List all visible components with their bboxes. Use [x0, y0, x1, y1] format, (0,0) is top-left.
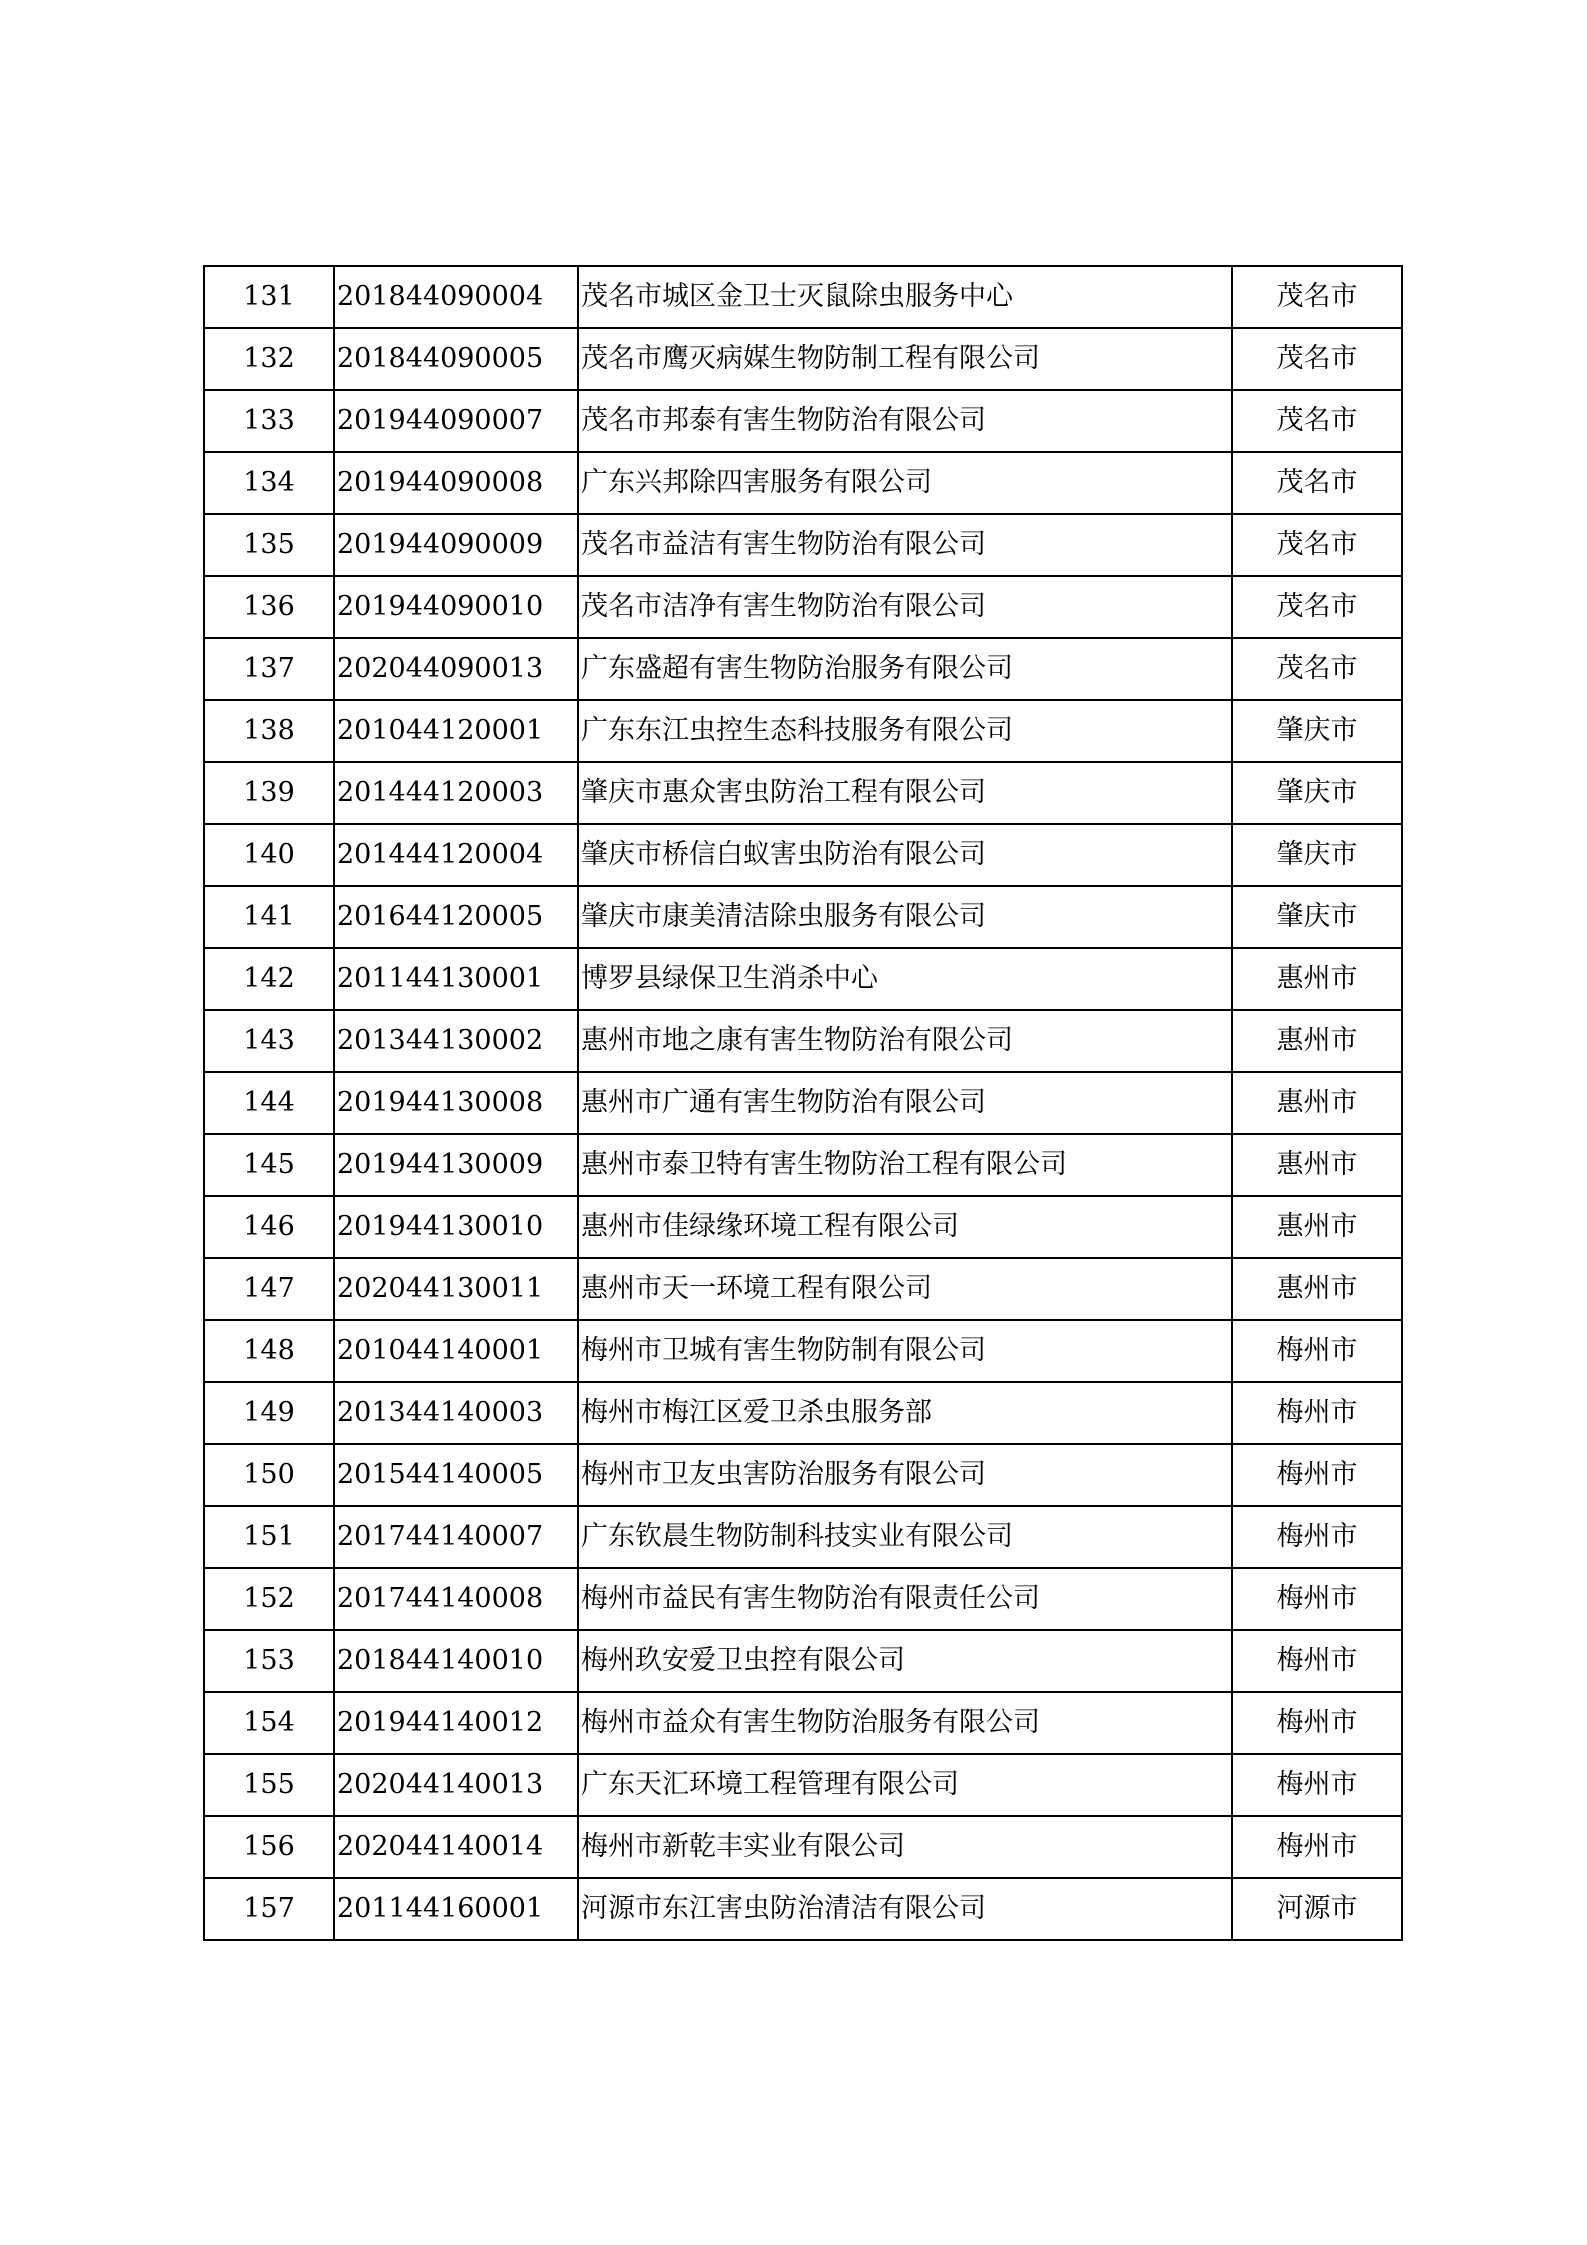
company-name-cell: 梅州市卫友虫害防治服务有限公司 — [578, 1444, 1232, 1506]
company-name-cell: 肇庆市康美清洁除虫服务有限公司 — [578, 886, 1232, 948]
row-number-cell: 134 — [204, 452, 334, 514]
table-row — [204, 1320, 1402, 1382]
registration-code-cell: 201044140001 — [334, 1320, 578, 1382]
company-name-cell: 梅州玖安爱卫虫控有限公司 — [578, 1630, 1232, 1692]
company-name-cell: 惠州市泰卫特有害生物防治工程有限公司 — [578, 1134, 1232, 1196]
city-cell: 惠州市 — [1232, 1258, 1402, 1320]
table-row — [204, 1878, 1402, 1940]
row-number-cell: 133 — [204, 390, 334, 452]
row-number-cell: 141 — [204, 886, 334, 948]
city-cell: 肇庆市 — [1232, 762, 1402, 824]
row-number-cell: 142 — [204, 948, 334, 1010]
city-cell: 惠州市 — [1232, 1072, 1402, 1134]
registration-code-cell: 201944090009 — [334, 514, 578, 576]
city-cell: 惠州市 — [1232, 1196, 1402, 1258]
table-row — [204, 948, 1402, 1010]
registration-code-cell: 201844140010 — [334, 1630, 578, 1692]
city-cell: 茂名市 — [1232, 576, 1402, 638]
company-name-cell: 肇庆市桥信白蚁害虫防治有限公司 — [578, 824, 1232, 886]
table-row — [204, 452, 1402, 514]
registration-code-cell: 202044140013 — [334, 1754, 578, 1816]
table-row — [204, 700, 1402, 762]
city-cell: 梅州市 — [1232, 1382, 1402, 1444]
table-body — [204, 266, 1402, 1940]
city-cell: 梅州市 — [1232, 1506, 1402, 1568]
registration-code-cell: 201744140007 — [334, 1506, 578, 1568]
city-cell: 肇庆市 — [1232, 824, 1402, 886]
registration-code-cell: 201944130008 — [334, 1072, 578, 1134]
table-row — [204, 266, 1402, 328]
company-name-cell: 惠州市天一环境工程有限公司 — [578, 1258, 1232, 1320]
registration-code-cell: 201344140003 — [334, 1382, 578, 1444]
city-cell: 梅州市 — [1232, 1816, 1402, 1878]
table-row — [204, 1506, 1402, 1568]
registration-code-cell: 201944140012 — [334, 1692, 578, 1754]
row-number-cell: 143 — [204, 1010, 334, 1072]
company-name-cell: 河源市东江害虫防治清洁有限公司 — [578, 1878, 1232, 1940]
company-name-cell: 茂名市鹰灭病媒生物防制工程有限公司 — [578, 328, 1232, 390]
company-name-cell: 肇庆市惠众害虫防治工程有限公司 — [578, 762, 1232, 824]
city-cell: 茂名市 — [1232, 266, 1402, 328]
city-cell: 梅州市 — [1232, 1692, 1402, 1754]
company-name-cell: 广东东江虫控生态科技服务有限公司 — [578, 700, 1232, 762]
company-name-cell: 梅州市梅江区爱卫杀虫服务部 — [578, 1382, 1232, 1444]
registration-code-cell: 201944130009 — [334, 1134, 578, 1196]
registration-code-cell: 201444120003 — [334, 762, 578, 824]
city-cell: 梅州市 — [1232, 1444, 1402, 1506]
city-cell: 惠州市 — [1232, 1134, 1402, 1196]
company-name-cell: 广东钦晨生物防制科技实业有限公司 — [578, 1506, 1232, 1568]
city-cell: 茂名市 — [1232, 638, 1402, 700]
city-cell: 梅州市 — [1232, 1320, 1402, 1382]
company-name-cell: 梅州市新乾丰实业有限公司 — [578, 1816, 1232, 1878]
registration-code-cell: 201944090010 — [334, 576, 578, 638]
table-row — [204, 824, 1402, 886]
company-table — [203, 265, 1403, 1941]
table-row — [204, 390, 1402, 452]
table-row — [204, 1692, 1402, 1754]
registration-code-cell: 201344130002 — [334, 1010, 578, 1072]
row-number-cell: 139 — [204, 762, 334, 824]
row-number-cell: 151 — [204, 1506, 334, 1568]
table-row — [204, 1382, 1402, 1444]
company-name-cell: 广东天汇环境工程管理有限公司 — [578, 1754, 1232, 1816]
city-cell: 茂名市 — [1232, 390, 1402, 452]
row-number-cell: 136 — [204, 576, 334, 638]
table-row — [204, 1630, 1402, 1692]
company-name-cell: 梅州市益众有害生物防治服务有限公司 — [578, 1692, 1232, 1754]
company-name-cell: 梅州市益民有害生物防治有限责任公司 — [578, 1568, 1232, 1630]
city-cell: 梅州市 — [1232, 1630, 1402, 1692]
company-name-cell: 梅州市卫城有害生物防制有限公司 — [578, 1320, 1232, 1382]
row-number-cell: 152 — [204, 1568, 334, 1630]
table-row — [204, 576, 1402, 638]
table-row — [204, 328, 1402, 390]
registration-code-cell: 201644120005 — [334, 886, 578, 948]
city-cell: 河源市 — [1232, 1878, 1402, 1940]
company-name-cell: 惠州市广通有害生物防治有限公司 — [578, 1072, 1232, 1134]
row-number-cell: 146 — [204, 1196, 334, 1258]
registration-code-cell: 201444120004 — [334, 824, 578, 886]
row-number-cell: 131 — [204, 266, 334, 328]
row-number-cell: 135 — [204, 514, 334, 576]
registration-code-cell: 202044140014 — [334, 1816, 578, 1878]
row-number-cell: 154 — [204, 1692, 334, 1754]
registration-code-cell: 201844090005 — [334, 328, 578, 390]
table-row — [204, 1258, 1402, 1320]
registration-code-cell: 201044120001 — [334, 700, 578, 762]
row-number-cell: 155 — [204, 1754, 334, 1816]
company-name-cell: 茂名市洁净有害生物防治有限公司 — [578, 576, 1232, 638]
company-name-cell: 惠州市地之康有害生物防治有限公司 — [578, 1010, 1232, 1072]
row-number-cell: 132 — [204, 328, 334, 390]
company-name-cell: 广东盛超有害生物防治服务有限公司 — [578, 638, 1232, 700]
registration-code-cell: 201944090008 — [334, 452, 578, 514]
row-number-cell: 137 — [204, 638, 334, 700]
company-name-cell: 茂名市邦泰有害生物防治有限公司 — [578, 390, 1232, 452]
registration-code-cell: 201744140008 — [334, 1568, 578, 1630]
city-cell: 梅州市 — [1232, 1568, 1402, 1630]
row-number-cell: 144 — [204, 1072, 334, 1134]
table-row — [204, 1134, 1402, 1196]
table-row — [204, 886, 1402, 948]
company-name-cell: 广东兴邦除四害服务有限公司 — [578, 452, 1232, 514]
row-number-cell: 153 — [204, 1630, 334, 1692]
row-number-cell: 145 — [204, 1134, 334, 1196]
registration-code-cell: 201944130010 — [334, 1196, 578, 1258]
table-row — [204, 1444, 1402, 1506]
city-cell: 惠州市 — [1232, 1010, 1402, 1072]
city-cell: 茂名市 — [1232, 328, 1402, 390]
table-row — [204, 1816, 1402, 1878]
table-row — [204, 514, 1402, 576]
registration-code-cell: 201844090004 — [334, 266, 578, 328]
city-cell: 茂名市 — [1232, 452, 1402, 514]
company-name-cell: 茂名市益洁有害生物防治有限公司 — [578, 514, 1232, 576]
row-number-cell: 147 — [204, 1258, 334, 1320]
table-row — [204, 1196, 1402, 1258]
city-cell: 惠州市 — [1232, 948, 1402, 1010]
registration-code-cell: 201144160001 — [334, 1878, 578, 1940]
company-name-cell: 博罗县绿保卫生消杀中心 — [578, 948, 1232, 1010]
company-name-cell: 惠州市佳绿缘环境工程有限公司 — [578, 1196, 1232, 1258]
row-number-cell: 149 — [204, 1382, 334, 1444]
table-row — [204, 1568, 1402, 1630]
registration-code-cell: 202044130011 — [334, 1258, 578, 1320]
city-cell: 肇庆市 — [1232, 886, 1402, 948]
table-row — [204, 762, 1402, 824]
registration-code-cell: 202044090013 — [334, 638, 578, 700]
table-row — [204, 638, 1402, 700]
registration-code-cell: 201944090007 — [334, 390, 578, 452]
row-number-cell: 156 — [204, 1816, 334, 1878]
company-name-cell: 茂名市城区金卫士灭鼠除虫服务中心 — [578, 266, 1232, 328]
row-number-cell: 140 — [204, 824, 334, 886]
registration-code-cell: 201144130001 — [334, 948, 578, 1010]
row-number-cell: 157 — [204, 1878, 334, 1940]
table-row — [204, 1754, 1402, 1816]
registration-code-cell: 201544140005 — [334, 1444, 578, 1506]
table-row — [204, 1072, 1402, 1134]
city-cell: 梅州市 — [1232, 1754, 1402, 1816]
city-cell: 肇庆市 — [1232, 700, 1402, 762]
city-cell: 茂名市 — [1232, 514, 1402, 576]
row-number-cell: 150 — [204, 1444, 334, 1506]
row-number-cell: 138 — [204, 700, 334, 762]
table-row — [204, 1010, 1402, 1072]
row-number-cell: 148 — [204, 1320, 334, 1382]
